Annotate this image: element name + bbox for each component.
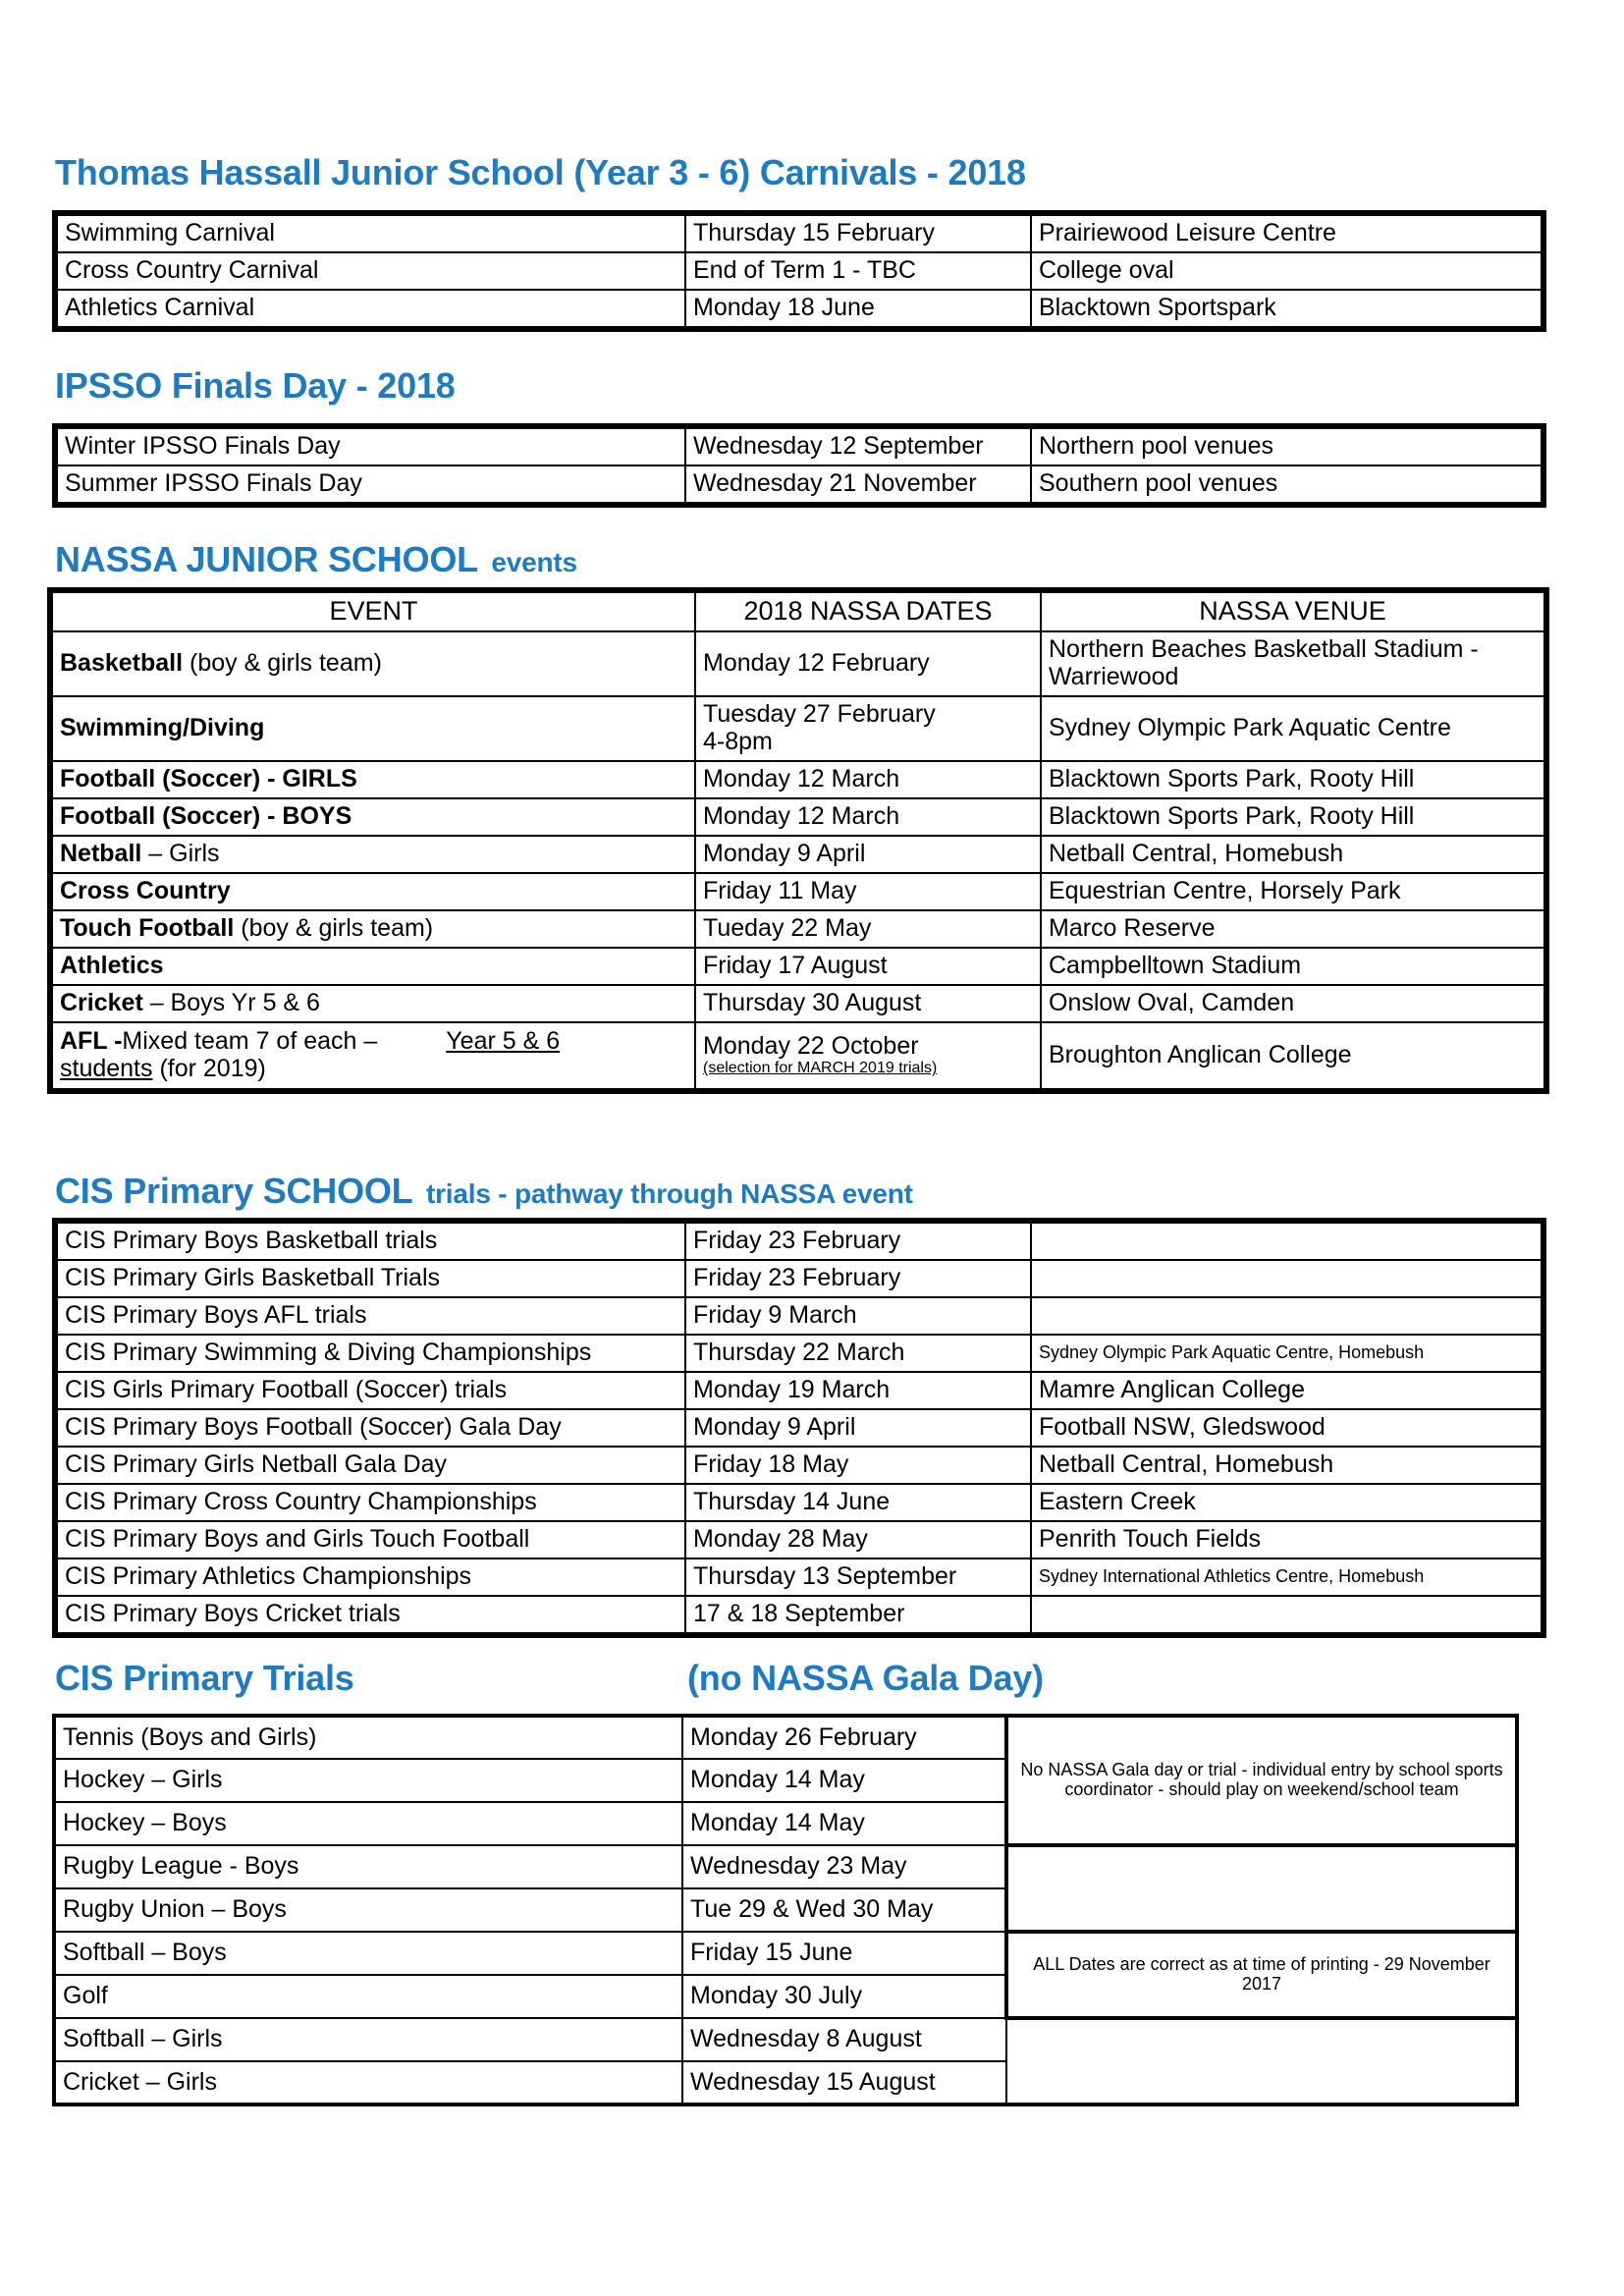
trial-event: Hockey – Boys — [54, 1802, 682, 1845]
nassa-venue: Broughton Anglican College — [1041, 1022, 1544, 1089]
trial-event: Golf — [54, 1975, 682, 2018]
trial-date: Wednesday 8 August — [682, 2018, 1006, 2061]
ipsso-name: Winter IPSSO Finals Day — [57, 428, 685, 465]
ipsso-heading-text: IPSSO Finals Day - 2018 — [55, 365, 456, 406]
table-row — [57, 1223, 1542, 1260]
cis-school-table — [56, 1222, 1543, 1634]
table-header-row — [52, 592, 1544, 631]
trial-date: Monday 30 July — [682, 1975, 1006, 2018]
trial-date: Wednesday 23 May — [682, 1845, 1006, 1888]
table-row — [57, 1596, 1542, 1633]
ipsso-table-wrap — [52, 423, 1546, 508]
col-header-venue: NASSA VENUE — [1041, 592, 1544, 631]
table-row — [52, 1022, 1544, 1089]
table-row — [57, 465, 1542, 503]
table-row — [54, 1716, 1517, 1759]
event-name: Cross Country — [60, 877, 231, 905]
carnival-name: Swimming Carnival — [57, 215, 685, 252]
cis-venue — [1031, 1260, 1542, 1297]
cis-date: Monday 9 April — [685, 1409, 1031, 1447]
nassa-date-main: Monday 22 October — [703, 1032, 919, 1061]
nassa-date — [695, 1022, 1041, 1089]
trials-note-box-1: No NASSA Gala day or trial - individual entry by school sports coordinator - should play on weekend/school team — [1006, 1716, 1517, 1845]
event-name: Football (Soccer) - BOYS — [60, 802, 352, 831]
cis-date: Thursday 14 June — [685, 1484, 1031, 1521]
nassa-event — [52, 836, 695, 873]
nassa-venue: Equestrian Centre, Horsely Park — [1041, 873, 1544, 910]
trial-date: Monday 14 May — [682, 1802, 1006, 1845]
nassa-date: Friday 11 May — [695, 873, 1041, 910]
ipsso-venue: Southern pool venues — [1031, 465, 1542, 503]
nassa-date: Friday 17 August — [695, 948, 1041, 985]
trial-event: Tennis (Boys and Girls) — [54, 1716, 682, 1759]
ipsso-table — [56, 427, 1543, 504]
ipsso-name: Summer IPSSO Finals Day — [57, 465, 685, 503]
table-row — [57, 1297, 1542, 1335]
carnival-date: Thursday 15 February — [685, 215, 1031, 252]
nassa-venue: Sydney Olympic Park Aquatic Centre — [1041, 696, 1544, 761]
cis-venue: Eastern Creek — [1031, 1484, 1542, 1521]
cis-event: CIS Girls Primary Football (Soccer) trials — [57, 1372, 685, 1409]
table-row — [57, 215, 1542, 252]
event-name: Athletics — [60, 952, 164, 980]
nassa-venue: Campbelltown Stadium — [1041, 948, 1544, 985]
nassa-heading-strong: NASSA JUNIOR SCHOOL — [55, 539, 478, 579]
nassa-event — [52, 798, 695, 836]
cis-school-heading-strong: CIS Primary SCHOOL — [55, 1171, 413, 1211]
carnivals-heading-text: Thomas Hassall Junior School (Year 3 - 6) Carnivals - 2018 — [55, 152, 1026, 192]
carnival-venue: Blacktown Sportspark — [1031, 290, 1542, 327]
nassa-date: Monday 12 March — [695, 761, 1041, 798]
event-name: AFL - — [60, 1027, 123, 1056]
section-heading-carnivals — [55, 152, 1026, 193]
carnivals-table-wrap — [52, 210, 1546, 332]
trial-date: Wednesday 15 August — [682, 2061, 1006, 2105]
trial-date: Monday 14 May — [682, 1759, 1006, 1802]
event-tail: (for 2019) — [152, 1055, 266, 1083]
cis-event: CIS Primary Boys Basketball trials — [57, 1223, 685, 1260]
carnival-name: Athletics Carnival — [57, 290, 685, 327]
trial-event: Softball – Boys — [54, 1932, 682, 1975]
cis-school-table-wrap — [52, 1218, 1546, 1638]
nassa-date-line1: Tuesday 27 February — [703, 700, 936, 729]
carnival-venue: College oval — [1031, 252, 1542, 290]
carnival-date: Monday 18 June — [685, 290, 1031, 327]
section-heading-cis-trials-left — [55, 1658, 354, 1699]
event-detail: – Girls — [141, 840, 220, 868]
event-detail: (boy & girls team) — [183, 649, 382, 678]
section-heading-cis-trials-right — [687, 1658, 1044, 1699]
cis-event: CIS Primary Girls Basketball Trials — [57, 1260, 685, 1297]
nassa-event — [52, 873, 695, 910]
trials-note-box-2 — [1006, 1845, 1517, 1932]
table-row — [52, 631, 1544, 696]
cis-event: CIS Primary Girls Netball Gala Day — [57, 1447, 685, 1484]
cis-trials-heading-left: CIS Primary Trials — [55, 1658, 354, 1698]
table-row — [54, 1845, 1517, 1888]
table-row — [57, 290, 1542, 327]
event-name: Touch Football — [60, 914, 235, 943]
nassa-event — [52, 631, 695, 696]
nassa-heading-light: events — [491, 547, 577, 577]
table-row — [57, 1372, 1542, 1409]
table-row — [57, 1484, 1542, 1521]
nassa-date-line2: 4-8pm — [703, 728, 773, 756]
event-name: Basketball — [60, 649, 184, 678]
cis-date: Friday 9 March — [685, 1297, 1031, 1335]
cis-event: CIS Primary Cross Country Championships — [57, 1484, 685, 1521]
cis-venue: Mamre Anglican College — [1031, 1372, 1542, 1409]
section-heading-ipsso — [55, 365, 456, 407]
event-detail: Mixed team 7 of each – — [122, 1027, 378, 1056]
nassa-venue: Netball Central, Homebush — [1041, 836, 1544, 873]
table-row — [54, 2061, 1517, 2105]
event-detail: – Boys Yr 5 & 6 — [142, 989, 320, 1017]
cis-event: CIS Primary Swimming & Diving Championships — [57, 1335, 685, 1372]
ipsso-venue: Northern pool venues — [1031, 428, 1542, 465]
table-row — [54, 1932, 1517, 1975]
cis-event: CIS Primary Boys Cricket trials — [57, 1596, 685, 1633]
trial-date: Monday 26 February — [682, 1716, 1006, 1759]
cis-date: Thursday 13 September — [685, 1558, 1031, 1596]
cis-date: 17 & 18 September — [685, 1596, 1031, 1633]
nassa-event — [52, 948, 695, 985]
ipsso-date: Wednesday 12 September — [685, 428, 1031, 465]
table-row — [52, 696, 1544, 761]
cis-date: Friday 18 May — [685, 1447, 1031, 1484]
table-row — [52, 873, 1544, 910]
nassa-table — [51, 591, 1545, 1090]
trial-event: Cricket – Girls — [54, 2061, 682, 2105]
cis-event: CIS Primary Boys Football (Soccer) Gala Day — [57, 1409, 685, 1447]
table-row — [52, 761, 1544, 798]
nassa-date-note: (selection for MARCH 2019 trials) — [703, 1060, 938, 1077]
cis-trials-heading-right: (no NASSA Gala Day) — [687, 1658, 1044, 1698]
nassa-date: Thursday 30 August — [695, 985, 1041, 1022]
table-row — [52, 910, 1544, 948]
ipsso-date: Wednesday 21 November — [685, 465, 1031, 503]
cis-trials-table-wrap — [52, 1714, 1519, 2106]
cis-event: CIS Primary Boys and Girls Touch Football — [57, 1521, 685, 1558]
cis-trials-table — [52, 1714, 1519, 2106]
cis-venue — [1031, 1297, 1542, 1335]
trial-event: Rugby League - Boys — [54, 1845, 682, 1888]
cis-school-heading-light: trials - pathway through NASSA event — [425, 1178, 913, 1209]
carnival-name: Cross Country Carnival — [57, 252, 685, 290]
section-heading-cis-school — [55, 1171, 913, 1212]
nassa-date: Tueday 22 May — [695, 910, 1041, 948]
nassa-event — [52, 1022, 695, 1089]
cis-venue: Sydney Olympic Park Aquatic Centre, Homebush — [1031, 1335, 1542, 1372]
event-year-underline: Year 5 & 6 — [446, 1027, 561, 1056]
nassa-date: Monday 12 February — [695, 631, 1041, 696]
table-row — [52, 948, 1544, 985]
cis-date: Friday 23 February — [685, 1260, 1031, 1297]
table-row — [57, 1335, 1542, 1372]
nassa-event — [52, 696, 695, 761]
event-detail: (boy & girls team) — [234, 914, 434, 943]
cis-venue: Sydney International Athletics Centre, Homebush — [1031, 1558, 1542, 1596]
carnival-date: End of Term 1 - TBC — [685, 252, 1031, 290]
table-row — [57, 1409, 1542, 1447]
nassa-venue: Marco Reserve — [1041, 910, 1544, 948]
cis-venue: Netball Central, Homebush — [1031, 1447, 1542, 1484]
table-row — [57, 1260, 1542, 1297]
event-name: Netball — [60, 840, 142, 868]
trial-date: Friday 15 June — [682, 1932, 1006, 1975]
trial-event: Rugby Union – Boys — [54, 1888, 682, 1932]
nassa-date: Monday 12 March — [695, 798, 1041, 836]
nassa-event — [52, 910, 695, 948]
nassa-table-wrap — [47, 587, 1549, 1094]
trials-note-box-3: ALL Dates are correct as at time of printing - 29 November 2017 — [1006, 1932, 1517, 2018]
cis-venue: Football NSW, Gledswood — [1031, 1409, 1542, 1447]
cis-date: Monday 19 March — [685, 1372, 1031, 1409]
table-row — [52, 836, 1544, 873]
nassa-venue: Northern Beaches Basketball Stadium - Warriewood — [1041, 631, 1544, 696]
table-row — [57, 1447, 1542, 1484]
trial-event: Hockey – Girls — [54, 1759, 682, 1802]
section-heading-nassa — [55, 539, 577, 580]
event-name: Cricket — [60, 989, 143, 1017]
event-name: Swimming/Diving — [60, 714, 265, 742]
table-row — [57, 1558, 1542, 1596]
nassa-venue: Onslow Oval, Camden — [1041, 985, 1544, 1022]
nassa-venue: Blacktown Sports Park, Rooty Hill — [1041, 761, 1544, 798]
nassa-event — [52, 985, 695, 1022]
carnival-venue: Prairiewood Leisure Centre — [1031, 215, 1542, 252]
table-row — [57, 428, 1542, 465]
trial-event: Softball – Girls — [54, 2018, 682, 2061]
cis-venue — [1031, 1596, 1542, 1633]
col-header-event: EVENT — [52, 592, 695, 631]
cis-event: CIS Primary Athletics Championships — [57, 1558, 685, 1596]
carnivals-table — [56, 214, 1543, 328]
nassa-venue: Blacktown Sports Park, Rooty Hill — [1041, 798, 1544, 836]
table-row — [57, 252, 1542, 290]
event-students-underline: students — [60, 1055, 153, 1083]
table-row — [52, 985, 1544, 1022]
table-row — [57, 1521, 1542, 1558]
cis-venue — [1031, 1223, 1542, 1260]
nassa-date — [695, 696, 1041, 761]
event-name: Football (Soccer) - GIRLS — [60, 765, 357, 793]
cis-venue: Penrith Touch Fields — [1031, 1521, 1542, 1558]
cis-date: Monday 28 May — [685, 1521, 1031, 1558]
col-header-dates: 2018 NASSA DATES — [695, 592, 1041, 631]
nassa-event — [52, 761, 695, 798]
cis-date: Friday 23 February — [685, 1223, 1031, 1260]
nassa-date: Monday 9 April — [695, 836, 1041, 873]
table-row — [52, 798, 1544, 836]
cis-date: Thursday 22 March — [685, 1335, 1031, 1372]
trial-date: Tue 29 & Wed 30 May — [682, 1888, 1006, 1932]
cis-event: CIS Primary Boys AFL trials — [57, 1297, 685, 1335]
table-row — [54, 2018, 1517, 2061]
